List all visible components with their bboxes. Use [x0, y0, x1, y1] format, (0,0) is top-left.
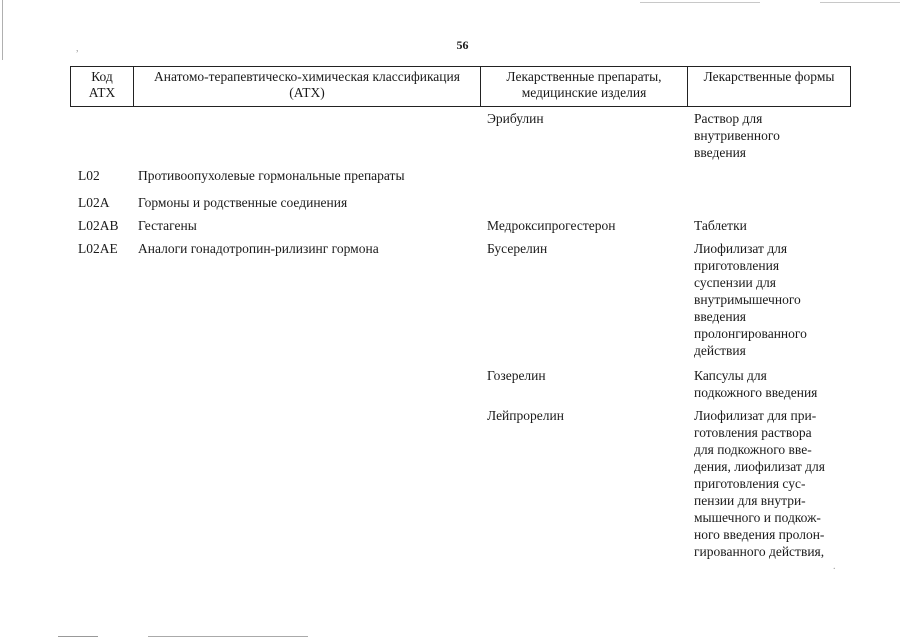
dosage-form: Лиофилизат для при- готовления раствора для подкожного вве- дения, лиофилизат для приготовления сус- пензии для внутри- мышечного и подкож- ного введения пролон- гированного действия, — [694, 408, 825, 559]
atc-code: L02 — [78, 168, 100, 183]
scan-bottom-line — [148, 636, 308, 637]
table-header — [70, 66, 851, 107]
atc-code: L02A — [78, 195, 110, 210]
scan-bottom-line — [58, 636, 98, 637]
atc-name: Гестагены — [138, 218, 197, 233]
scan-speck: . — [833, 561, 836, 572]
scan-speck: , — [76, 43, 79, 54]
header-drugs: Лекарственные препараты, медицинские изделия — [481, 67, 688, 107]
header-atc: Анатомо-терапевтическо-химическая классификация (АТХ) — [134, 67, 481, 107]
atc-code: L02AE — [78, 241, 118, 256]
drug-name: Гозерелин — [487, 368, 546, 383]
drug-name: Медроксипрогестерон — [487, 218, 616, 233]
dosage-form: Капсулы для подкожного введения — [694, 368, 818, 400]
atc-name: Гормоны и родственные соединения — [138, 195, 348, 210]
scan-top-line — [640, 2, 760, 3]
atc-name: Аналоги гонадотропин-рилизинг гормона — [138, 241, 379, 256]
dosage-form: Таблетки — [694, 218, 747, 233]
drug-name: Лейпрорелин — [487, 408, 564, 423]
atc-name: Противоопухолевые гормональные препараты — [138, 168, 405, 183]
dosage-form: Раствор для внутривенного введения — [694, 111, 780, 160]
atc-code: L02AB — [78, 218, 119, 233]
table-header-row — [71, 67, 851, 107]
dosage-form: Лиофилизат для приготовления суспензии для внутримышечного введения пролонгированного действия — [694, 241, 807, 358]
page-number: 56 — [456, 38, 469, 52]
header-code: Код АТХ — [71, 67, 134, 107]
scan-top-line — [820, 2, 900, 3]
drug-name: Бусерелин — [487, 241, 548, 256]
drug-name: Эрибулин — [487, 111, 544, 126]
header-forms: Лекарственные формы — [688, 67, 851, 107]
